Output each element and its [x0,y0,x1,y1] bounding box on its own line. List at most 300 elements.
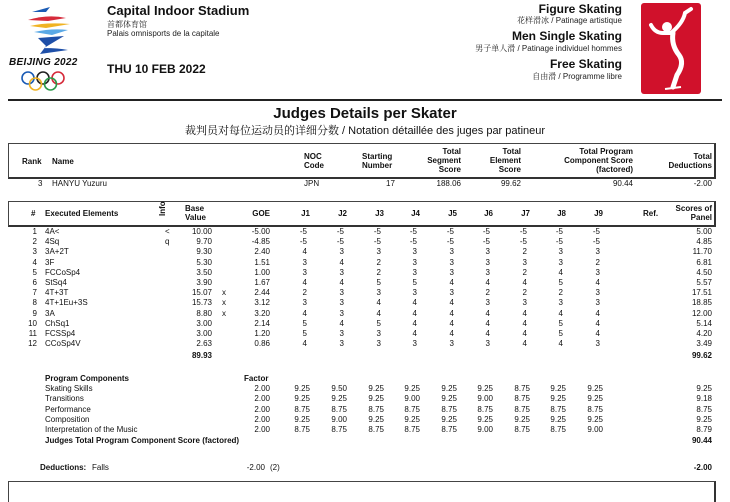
element-base-value: 3.00 [196,318,212,328]
elements-header-goe: GOE [252,209,270,218]
element-goe: -4.85 [251,237,270,247]
element-panel-score: 5.14 [696,318,712,328]
element-judge-score: 4 [412,329,417,338]
panel-score-total: 99.62 [691,351,712,360]
summary-header-deductions [668,152,712,170]
sport-name-sub: 花样滑冰 / Patinage artistique [517,16,622,25]
element-judge-score: 3 [339,298,344,308]
element-code: CCoSp4V [45,339,81,349]
skater-tss: 188.06 [436,179,461,188]
element-number: 6 [32,278,37,287]
deductions-row [0,463,730,472]
skater-noc: JPN [304,179,320,188]
element-judge-score: 3 [412,339,417,349]
component-judge-score: 9.25 [368,414,384,424]
element-info: q [165,237,170,247]
element-base-value: 3.00 [196,329,212,338]
element-bonus-marker: x [222,288,226,298]
element-judge-score: 3 [449,267,454,277]
component-factor: 2.00 [254,425,270,435]
element-judge-score: -5 [299,227,307,236]
element-goe: 1.67 [254,278,270,287]
emblem-ribbon-icon [18,4,78,56]
element-judge-score: 4 [302,247,307,257]
segment-name: Free Skating [549,57,622,71]
element-judge-score: 3 [595,247,600,257]
element-judge-score: 4 [339,257,344,267]
element-judge-score: 3 [376,288,381,298]
element-panel-score: 4.50 [696,267,712,277]
page-subtitle: 裁判员对每位运动员的详细分数 / Notation détaillée des juges par patineur [184,125,546,137]
summary-header-start-line2: Number [362,161,393,170]
component-judge-score: 8.75 [477,404,493,414]
summary-header-noc [304,152,324,170]
element-judge-score: 4 [449,308,454,318]
summary-header-start [362,152,392,170]
component-row [0,415,730,424]
element-judge-score: 4 [595,318,600,328]
element-number: 9 [32,308,37,318]
element-goe: 1.20 [254,329,270,338]
summary-header-noc-line1: NOC [304,152,322,161]
element-judge-score: 3 [485,267,490,277]
element-judge-score: 4 [595,278,600,287]
element-code: 3A+2T [45,247,69,257]
element-judge-score: 4 [412,318,417,328]
sport-name: Figure Skating [538,2,622,16]
element-code: 3A [45,308,55,318]
element-base-value: 9.30 [196,247,212,257]
figure-skating-pictogram [641,3,701,94]
component-judge-score: 9.25 [587,384,603,393]
elements-header-panel-line2: Panel [690,213,712,222]
element-number: 2 [32,237,37,247]
element-judge-score: 3 [302,267,307,277]
element-row [0,329,730,338]
elements-header-judge-8: J8 [557,209,566,218]
element-judge-score: 3 [339,288,344,298]
discipline-name-sub: 男子单人滑 / Patinage individuel hommes [475,44,622,53]
element-number: 7 [32,288,37,298]
component-judge-score: 9.00 [477,425,493,435]
component-judge-score: 8.75 [514,404,530,414]
element-number: 8 [32,298,37,308]
component-judge-score: 8.75 [331,404,347,414]
component-judge-score: 9.25 [368,394,384,404]
discipline-name: Men Single Skating [511,29,622,43]
element-judge-score: 3 [595,339,600,349]
elements-header-judge-2: J2 [338,209,347,218]
element-panel-score: 5.57 [696,278,712,287]
component-judge-score: 8.75 [514,384,530,393]
element-judge-score: -5 [409,227,417,236]
elements-header-judge-4: J4 [411,209,420,218]
element-code: 4A< [45,227,60,236]
element-judge-score: 4 [595,329,600,338]
elements-header-ref: Ref. [643,209,659,218]
element-code: 4T+3T [45,288,69,298]
summary-header-tss-line3: Score [438,165,461,174]
element-judge-score: 3 [412,247,417,257]
component-judge-score: 9.25 [550,384,566,393]
elements-header-panel [676,204,712,222]
element-info: < [165,227,170,236]
element-judge-score: 3 [449,288,454,298]
element-row [0,258,730,267]
element-judge-score: -5 [446,237,454,247]
element-judge-score: 3 [522,257,527,267]
element-judge-score: 5 [558,318,563,328]
component-factor: 2.00 [254,394,270,404]
component-judge-score: 9.25 [550,394,566,404]
element-judge-score: 3 [595,298,600,308]
component-name: Transitions [45,394,84,404]
element-judge-score: 4 [376,308,381,318]
element-row [0,237,730,246]
summary-header-tes-line1: Total [502,147,521,156]
element-base-value: 3.90 [196,278,212,287]
element-panel-score: 11.70 [692,247,712,257]
element-row [0,339,730,348]
deductions-total: -2.00 [693,463,712,472]
component-judge-score: 8.75 [514,425,530,435]
element-judge-score: 2 [558,288,563,298]
element-code: 3F [45,257,55,267]
element-judge-score: 3 [412,257,417,267]
element-goe: -5.00 [251,227,270,236]
element-base-value: 9.70 [196,237,212,247]
skater-name: HANYU Yuzuru [52,179,107,188]
skater-pcs: 90.44 [612,179,633,188]
element-judge-score: 4 [485,308,490,318]
element-code: FCCoSp4 [45,267,81,277]
element-row [0,268,730,277]
component-judge-score: 9.00 [331,414,347,424]
element-code: ChSq1 [45,318,70,328]
element-row [0,309,730,318]
element-judge-score: 4 [522,318,527,328]
element-panel-score: 12.00 [691,308,712,318]
component-judge-score: 8.75 [368,425,384,435]
component-judge-score: 9.25 [294,384,310,393]
element-judge-score: 3 [302,257,307,267]
beijing-2022-emblem [18,4,78,56]
element-judge-score: 3 [558,247,563,257]
element-judge-score: 5 [302,318,307,328]
element-judge-score: 4 [302,278,307,287]
element-judge-score: 4 [522,339,527,349]
page-title: Judges Details per Skater [273,105,457,122]
element-judge-score: 2 [522,267,527,277]
element-judge-score: 3 [595,288,600,298]
components-total-label: Judges Total Program Component Score (factored) [45,436,240,445]
element-base-value: 8.80 [196,308,212,318]
element-bonus-marker: x [222,298,226,308]
header-divider [8,99,722,101]
beijing-2022-wordmark: BEIJING 2022 [9,57,78,68]
component-name: Performance [45,404,91,414]
summary-header-ded-line1: Total [693,152,712,161]
element-row [0,319,730,328]
element-goe: 3.20 [254,308,270,318]
component-row [0,425,730,434]
component-row [0,394,730,403]
elements-header-base-line2: Value [185,213,206,222]
element-row [0,288,730,297]
segment-name-sub: 自由滑 / Programme libre [532,72,622,81]
element-judge-score: -5 [373,237,381,247]
component-judge-score: 8.75 [441,425,457,435]
components-header-row [0,374,730,383]
summary-header-tss-line1: Total [442,147,461,156]
component-judge-score: 9.25 [294,414,310,424]
element-judge-score: 4 [485,278,490,287]
element-goe: 1.51 [254,257,270,267]
component-judge-score: 8.75 [404,404,420,414]
element-panel-score: 4.20 [696,329,712,338]
element-number: 10 [28,318,37,328]
element-code: 4T+1Eu+3S [45,298,88,308]
element-judge-score: 2 [485,288,490,298]
component-name: Interpretation of the Music [45,425,138,435]
component-judge-score: 9.25 [587,414,603,424]
footer-box [8,481,716,502]
element-judge-score: 3 [412,267,417,277]
element-totals-row [0,351,730,360]
element-panel-score: 6.81 [696,257,712,267]
element-judge-score: 3 [558,257,563,267]
summary-header-pcs-line1: Total Program [579,147,633,156]
component-factor: 2.00 [254,414,270,424]
element-judge-score: 3 [485,257,490,267]
element-judge-score: 4 [558,339,563,349]
components-total-row [0,436,730,445]
element-number: 3 [32,247,37,257]
element-bonus-marker: x [222,308,226,318]
elements-header-element: Executed Elements [45,209,119,218]
element-judge-score: -5 [482,237,490,247]
component-judge-score: 8.75 [331,425,347,435]
element-judge-score: -5 [555,227,563,236]
component-judge-score: 9.25 [441,394,457,404]
component-name: Composition [45,414,90,424]
element-judge-score: -5 [592,227,600,236]
component-panel-score: 9.25 [696,384,712,393]
element-goe: 3.12 [254,298,270,308]
deductions-label: Deductions: [40,463,87,472]
component-judge-score: 9.25 [587,394,603,404]
components-total-value: 90.44 [691,436,712,445]
elements-header-num: # [31,209,36,218]
deductions-type: Falls [92,463,109,472]
skater-deductions: -2.00 [693,179,712,188]
component-judge-score: 9.25 [294,394,310,404]
element-judge-score: 3 [412,288,417,298]
element-judge-score: -5 [519,227,527,236]
element-judge-score: 3 [339,247,344,257]
element-code: FCSSp4 [45,329,76,338]
component-judge-score: 8.75 [368,404,384,414]
element-panel-score: 17.51 [691,288,712,298]
element-judge-score: 2 [595,257,600,267]
component-judge-score: 8.75 [587,404,603,414]
element-judge-score: 2 [302,288,307,298]
component-row [0,405,730,414]
venue-name: Capital Indoor Stadium [107,3,250,18]
element-judge-score: 4 [449,329,454,338]
element-row [0,227,730,236]
element-judge-score: 4 [449,318,454,328]
element-base-value: 2.63 [196,339,212,349]
component-panel-score: 9.25 [696,414,712,424]
element-code: 4Sq [45,237,60,247]
element-judge-score: -5 [555,237,563,247]
component-row [0,384,730,393]
element-number: 12 [28,339,37,349]
element-judge-score: 3 [558,298,563,308]
element-judge-score: 3 [522,298,527,308]
element-row [0,247,730,256]
element-judge-score: 5 [558,329,563,338]
element-judge-score: 4 [449,298,454,308]
element-goe: 1.00 [254,267,270,277]
deductions-value: -2.00 [246,463,265,472]
component-judge-score: 8.75 [550,425,566,435]
element-base-value: 3.50 [196,267,212,277]
component-judge-score: 8.75 [514,394,530,404]
element-judge-score: -5 [373,227,381,236]
element-judge-score: 3 [376,339,381,349]
component-judge-score: 9.25 [331,394,347,404]
summary-header-pcs-line3: (factored) [596,165,633,174]
component-panel-score: 9.18 [696,394,712,404]
summary-header-pcs [564,147,633,174]
element-judge-score: 4 [412,308,417,318]
element-judge-score: -5 [409,237,417,247]
element-judge-score: -5 [299,237,307,247]
components-factor-header: Factor [244,374,269,383]
skater-rank: 3 [38,179,43,188]
olympic-rings-icon [20,70,70,94]
element-panel-score: 4.85 [696,237,712,247]
elements-header-judge-6: J6 [484,209,493,218]
element-base-value: 15.73 [191,298,212,308]
element-base-value: 10.00 [191,227,212,236]
element-judge-score: 5 [302,329,307,338]
element-row [0,298,730,307]
element-judge-score: 5 [412,278,417,287]
summary-header-rank: Rank [22,157,42,166]
component-factor: 2.00 [254,404,270,414]
elements-header-judge-3: J3 [375,209,384,218]
summary-header-start-line1: Starting [362,152,393,161]
element-judge-score: 4 [449,278,454,287]
component-name: Skating Skills [45,384,93,393]
venue-name-fr: Palais omnisports de la capitale [107,29,220,38]
element-judge-score: 4 [302,339,307,349]
element-judge-score: 4 [595,308,600,318]
component-judge-score: 9.25 [514,414,530,424]
element-judge-score: 3 [449,339,454,349]
component-judge-score: 9.25 [477,384,493,393]
element-row [0,278,730,287]
component-judge-score: 9.25 [368,384,384,393]
element-panel-score: 3.49 [696,339,712,349]
venue-name-zh: 首都体育馆 [107,20,147,29]
component-judge-score: 9.25 [404,384,420,393]
element-judge-score: 3 [449,257,454,267]
component-judge-score: 8.75 [441,404,457,414]
elements-header-judge-5: J5 [448,209,457,218]
component-judge-score: 9.25 [441,414,457,424]
element-judge-score: 4 [485,318,490,328]
element-judge-score: 4 [522,308,527,318]
elements-header-judge-1: J1 [301,209,310,218]
summary-header-name: Name [52,157,74,166]
component-judge-score: 8.75 [550,404,566,414]
element-judge-score: 3 [485,298,490,308]
summary-header-tss-line2: Segment [427,156,461,165]
element-goe: 0.86 [254,339,270,349]
skater-summary-row [0,179,730,188]
element-judge-score: 4 [339,278,344,287]
elements-header-judge-9: J9 [594,209,603,218]
element-judge-score: 5 [376,278,381,287]
elements-header-base [185,204,206,222]
element-judge-score: 4 [485,329,490,338]
element-judge-score: 3 [339,329,344,338]
component-judge-score: 9.25 [441,384,457,393]
elements-header-info: Info [158,201,167,216]
element-judge-score: 4 [522,329,527,338]
element-judge-score: 2 [522,247,527,257]
element-judge-score: 3 [376,247,381,257]
element-judge-score: 4 [302,308,307,318]
component-judge-score: 9.00 [587,425,603,435]
element-judge-score: 3 [339,267,344,277]
element-judge-score: 4 [558,308,563,318]
element-judge-score: 4 [376,298,381,308]
element-judge-score: 2 [376,257,381,267]
element-judge-score: -5 [592,237,600,247]
element-judge-score: 3 [449,247,454,257]
component-judge-score: 8.75 [404,425,420,435]
element-judge-score: 4 [522,278,527,287]
elements-header-base-line1: Base [185,204,205,213]
summary-header-pcs-line2: Component Score [564,156,633,165]
element-judge-score: 2 [376,267,381,277]
element-judge-score: 3 [339,308,344,318]
element-panel-score: 18.85 [691,298,712,308]
element-number: 4 [32,257,37,267]
components-title: Program Components [45,374,130,383]
base-value-total: 89.93 [191,351,212,360]
summary-header-tes-line3: Score [498,165,521,174]
summary-header-noc-line2: Code [304,161,324,170]
element-number: 1 [32,227,37,236]
element-judge-score: 3 [376,329,381,338]
component-factor: 2.00 [254,384,270,393]
element-judge-score: -5 [336,227,344,236]
component-judge-score: 9.00 [477,394,493,404]
element-goe: 2.14 [254,318,270,328]
summary-header-tes [490,147,521,174]
summary-header-ded-line2: Deductions [668,161,712,170]
element-goe: 2.40 [254,247,270,257]
component-judge-score: 8.75 [294,425,310,435]
summary-header-tss [427,147,461,174]
element-code: StSq4 [45,278,67,287]
